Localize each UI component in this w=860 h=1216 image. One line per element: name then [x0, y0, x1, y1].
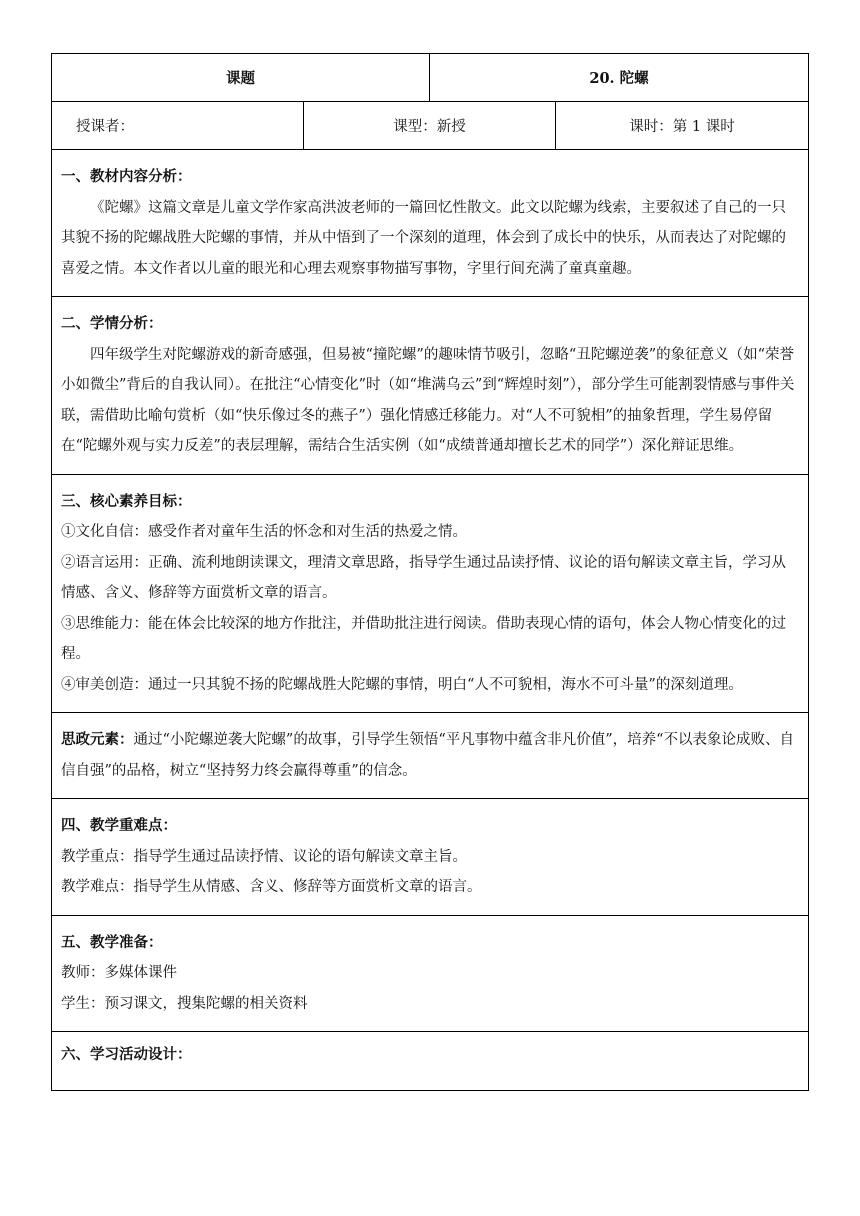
goal-item: ①文化自信：感受作者对童年生活的怀念和对生活的热爱之情。	[61, 524, 467, 540]
key-point-item: 教学难点：指导学生从情感、含义、修辞等方面赏析文章的语言。	[61, 879, 482, 895]
section-ideology	[52, 713, 809, 799]
section-student-analysis-cell	[52, 297, 809, 475]
goal-item: ②语言运用：正确、流利地朗读课文，理清文章思路，指导学生通过品读抒情、议论的语句解读文章主旨，学习从情感、含义、修辞等方面赏析文章的语言。	[61, 554, 786, 601]
section-title: 四、教学重难点：	[61, 817, 177, 834]
section-preparation-cell	[52, 915, 809, 1032]
section-title: 三、核心素养目标：	[61, 492, 192, 510]
goal-item: ④审美创造：通过一只其貌不扬的陀螺战胜大陀螺的事情，明白“人不可貌相，海水不可斗量”的深刻道理。	[61, 676, 743, 693]
teacher-cell	[52, 102, 304, 150]
section-body: 通过“小陀螺逆袭大陀螺”的故事，引导学生领悟“平凡事物中蕴含非凡价值”，培养“不以表象论成败、自信自强”的品格，树立“坚持努力终会赢得尊重”的信念。	[61, 732, 795, 779]
goal-item: ③思维能力：能在体会比较深的地方作批注，并借助批注进行阅读。借助表现心情的语句，体会人物心情变化的过程。	[61, 615, 786, 662]
section-title: 一、教材内容分析：	[61, 168, 192, 185]
section-material-analysis	[52, 150, 809, 297]
lesson-type-cell	[304, 102, 556, 150]
topic-value: 20. 陀螺	[589, 70, 649, 87]
section-body: 四年级学生对陀螺游戏的新奇感强，但易被“撞陀螺”的趣味情节吸引，忽略“丑陀螺逆袭”的象征意义（如“荣誉小如微尘”背后的自我认同）。在批注“心情变化”时（如“堆满乌云”到“辉煌时刻”），部分学生可能割裂情感与事件关联，需借助比喻句赏析（如“快乐像过冬的燕子”）强化情感迁移能力。对“人不可貌相”的抽象哲理，学生易停留在“陀螺外观与实力反差”的表层理解，需结合生活实例（如“成绩普通却擅长艺术的同学”）深化辩证思维。	[61, 346, 795, 454]
header-row-topic	[52, 54, 809, 102]
ideology-paragraph	[61, 725, 800, 786]
section-activity-design-cell	[52, 1032, 809, 1091]
topic-label-cell	[52, 54, 430, 102]
section-title: 五、教学准备：	[61, 933, 163, 951]
section-material-analysis-cell	[52, 150, 809, 297]
section-core-goals-cell	[52, 474, 809, 713]
preparation-item: 教师：多媒体课件	[61, 965, 177, 981]
header-row-info	[52, 102, 809, 150]
section-preparation	[52, 915, 809, 1032]
teacher-label: 授课者：	[76, 119, 134, 135]
topic-value-cell	[430, 54, 809, 102]
section-activity-design	[52, 1032, 809, 1091]
topic-label: 课题	[226, 70, 255, 87]
section-key-points	[52, 799, 809, 916]
section-student-analysis	[52, 297, 809, 475]
section-title: 二、学情分析：	[61, 315, 163, 332]
section-key-points-cell	[52, 799, 809, 916]
section-body: 《陀螺》这篇文章是儿童文学作家高洪波老师的一篇回忆性散文。此文以陀螺为线索，主要叙述了自己的一只其貌不扬的陀螺战胜大陀螺的事情，并从中悟到了一个深刻的道理，体会到了成长中的快乐，从而表达了对陀螺的喜爱之情。本文作者以儿童的眼光和心理去观察事物描写事物，字里行间充满了童真童趣。	[61, 199, 786, 277]
lesson-plan-page	[51, 53, 808, 1091]
preparation-item: 学生：预习课文，搜集陀螺的相关资料	[61, 995, 308, 1012]
lesson-period-cell	[556, 102, 809, 150]
section-title: 思政元素：	[61, 731, 134, 748]
lesson-plan-table	[51, 53, 809, 1091]
section-ideology-cell	[52, 713, 809, 799]
section-title: 六、学习活动设计：	[61, 1046, 192, 1063]
key-point-item: 教学重点：指导学生通过品读抒情、议论的语句解读文章主旨。	[61, 848, 467, 865]
lesson-period: 课时：第 1 课时	[629, 119, 735, 135]
section-core-goals	[52, 474, 809, 713]
lesson-type: 课型：新授	[393, 119, 466, 135]
